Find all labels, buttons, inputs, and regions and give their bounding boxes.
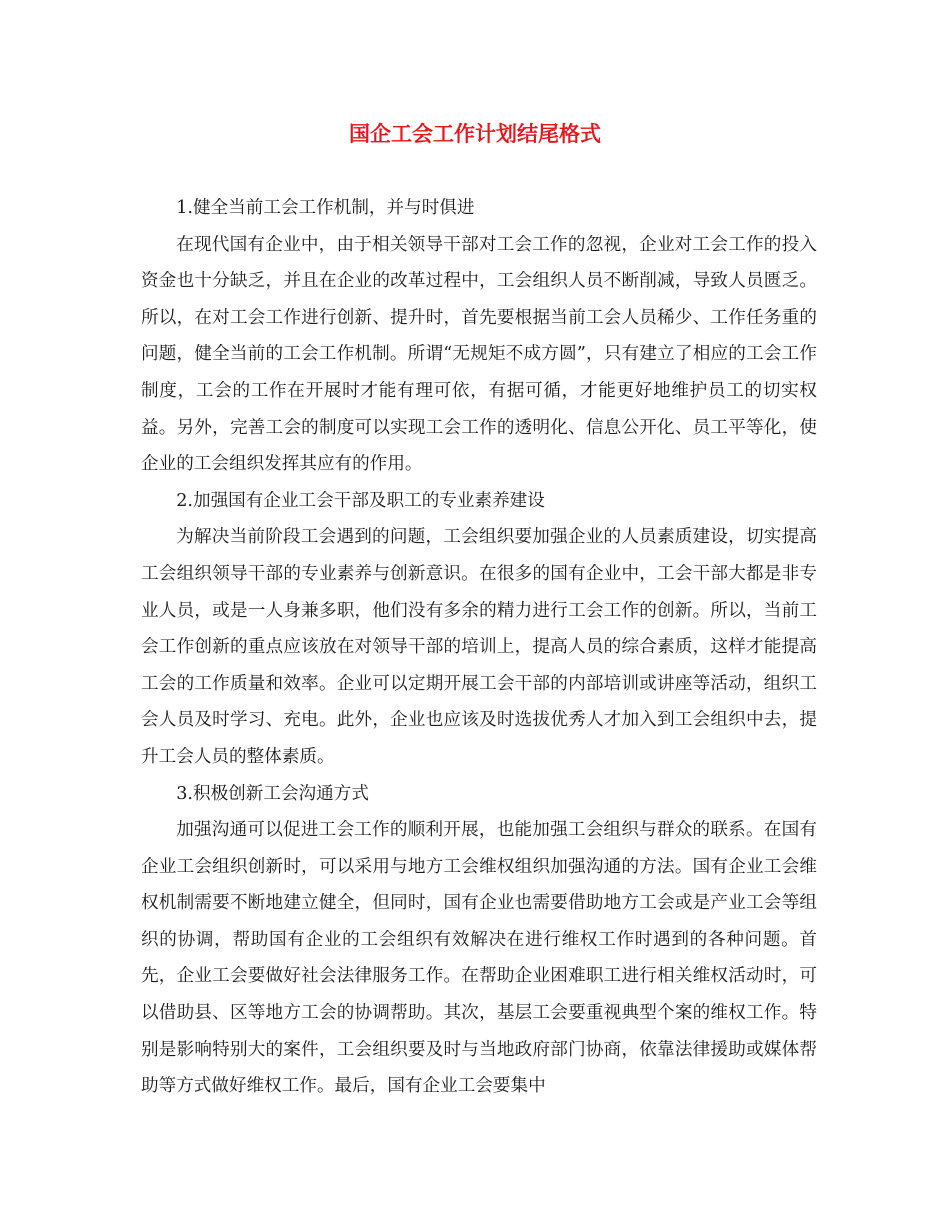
section-heading-1: 1.健全当前工会工作机制，并与时俱进 [176,198,475,218]
page-title: 国企工会工作计划结尾格式 [349,121,601,146]
section-heading-2: 2.加强国有企业工会干部及职工的专业素养建设 [176,490,545,511]
section-paragraph-2: 为解决当前阶段工会遇到的问题，工会组织要加强企业的人员素质建设，切实提高工会组织领导干部的专业素养与创新意识。在很多的国有企业中，工会干部大都是非专业人员，或是一人身兼多职，他们没有多余的精力进行工会工作的创新。所以，当前工会工作创新的重点应该放在对领导干部的培训上，提高人员的综合素质，这样才能提高工会的工作质量和效率。企业可以定期开展工会干部的内部培训或讲座等活动，组织工会人员及时学习、充电。此外，企业也应该及时选拔优秀人才加入到工会组织中去，提升工会人员的整体素质。 [141,527,817,767]
section-heading-3: 3.积极创新工会沟通方式 [176,783,369,804]
document-body [141,190,817,1105]
section-paragraph-3: 加强沟通可以促进工会工作的顺利开展，也能加强工会组织与群众的联系。在国有企业工会组织创新时，可以采用与地方工会维权组织加强沟通的方法。国有企业工会维权机制需要不断地建立健全，但同时，国有企业也需要借助地方工会或是产业工会等组织的协调，帮助国有企业的工会组织有效解决在进行维权工作时遇到的各种问题。首先，企业工会要做好社会法律服务工作。在帮助企业困难职工进行相关维权活动时，可以借助县、区等地方工会的协调帮助。其次，基层工会要重视典型个案的维权工作。特别是影响特别大的案件，工会组织要及时与当地政府部门协商，依靠法律援助或媒体帮助等方式做好维权工作。最后，国有企业工会要集中 [141,820,817,1097]
section-paragraph-1: 在现代国有企业中，由于相关领导干部对工会工作的忽视，企业对工会工作的投入资金也十分缺乏，并且在企业的改革过程中，工会组织人员不断削减，导致人员匮乏。所以，在对工会工作进行创新、提升时，首先要根据当前工会人员稀少、工作任务重的问题，健全当前的工会工作机制。所谓“无规矩不成方圆”，只有建立了相应的工会工作制度，工会的工作在开展时才能有理可依，有据可循，才能更好地维护员工的切实权益。另外，完善工会的制度可以实现工会工作的透明化、信息公开化、员工平等化，使企业的工会组织发挥其应有的作用。 [141,234,817,475]
